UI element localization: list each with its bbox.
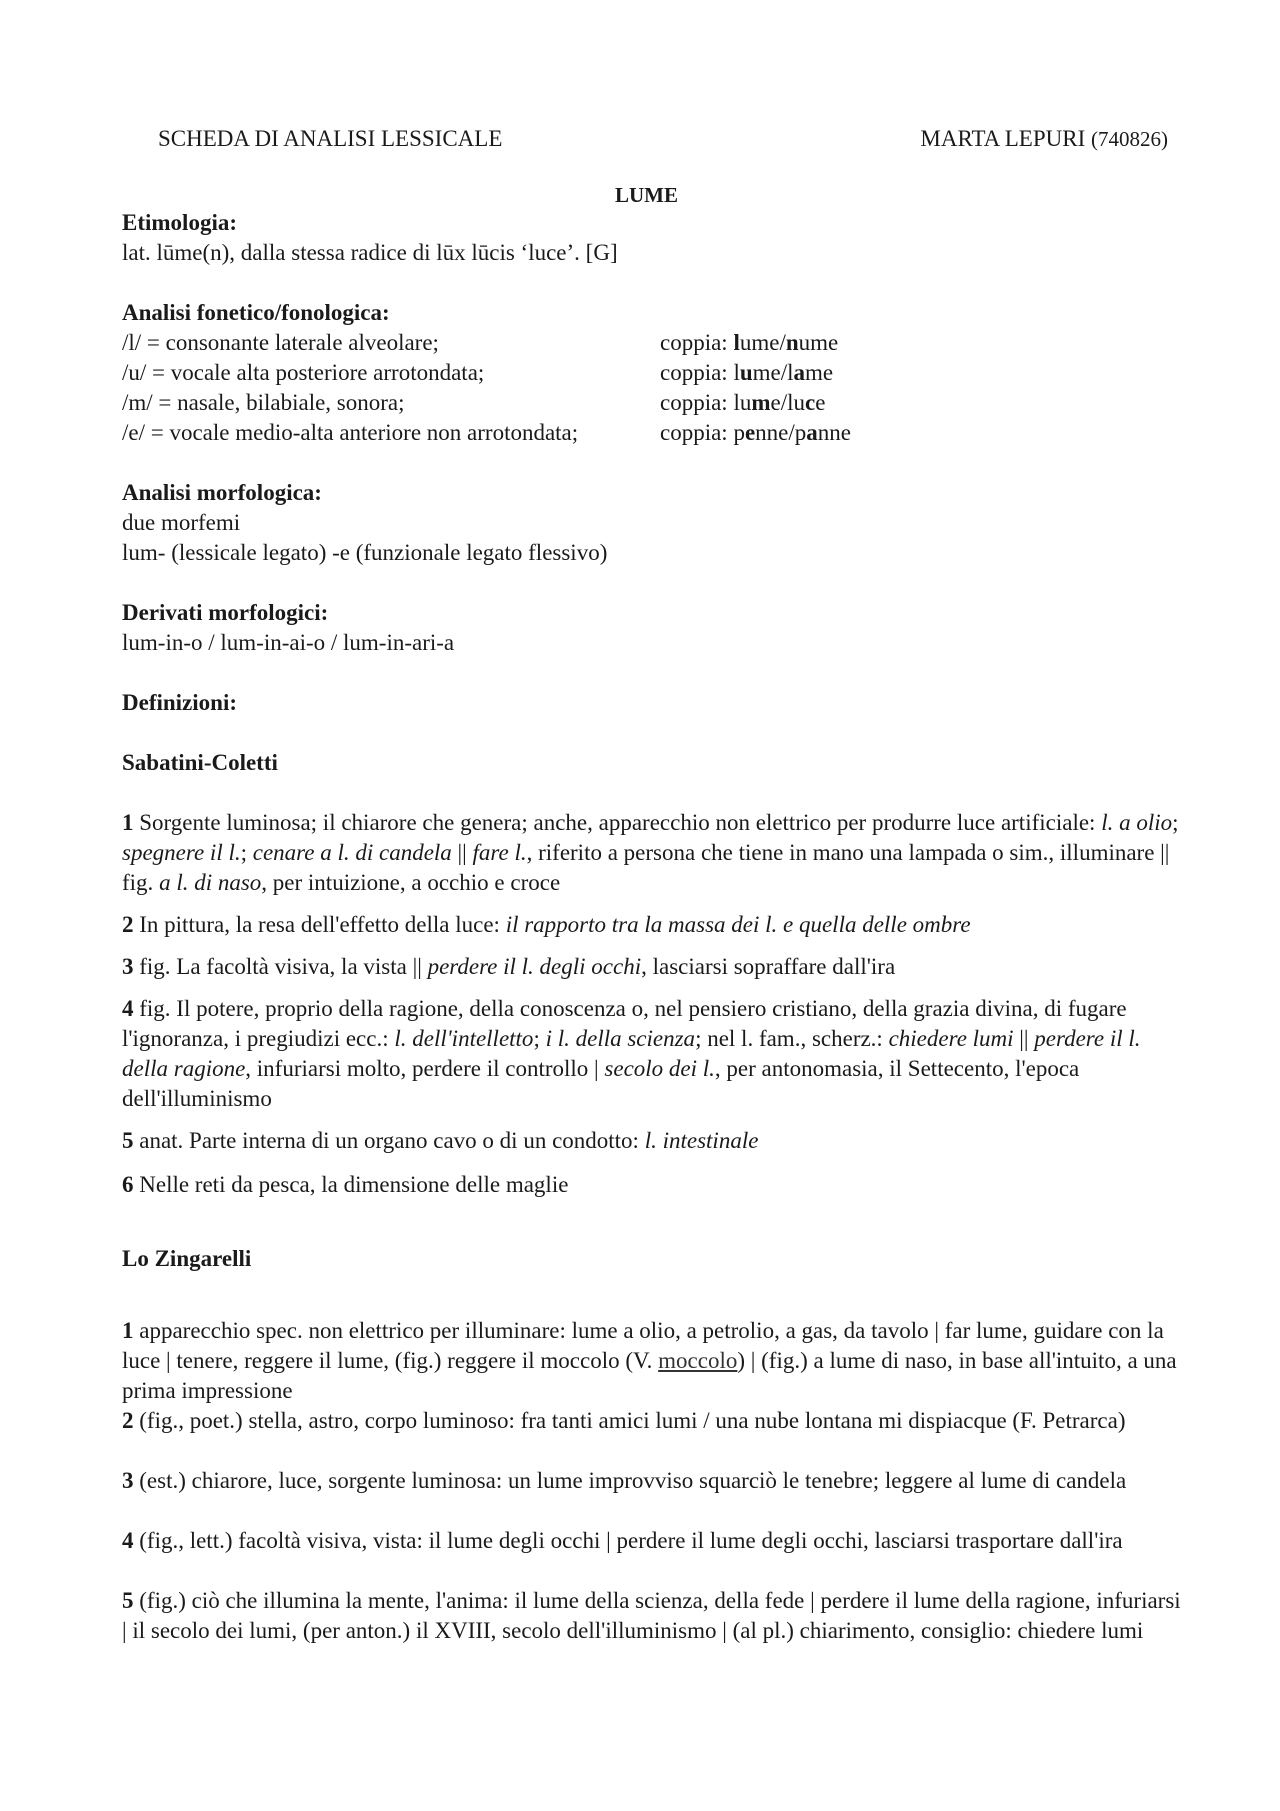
- phonetics-heading: Analisi fonetico/fonologica:: [122, 300, 390, 325]
- etymology-heading: Etimologia:: [122, 210, 237, 235]
- morphology-section: [122, 478, 1182, 568]
- header-title: SCHEDA DI ANALISI LESSICALE: [158, 126, 503, 151]
- phoneme-desc: /u/ = vocale alta posteriore arrotondata;: [122, 360, 485, 385]
- derived-text: lum-in-o / lum-in-ai-o / lum-in-ari-a: [122, 630, 455, 655]
- derived-heading: Derivati morfologici:: [122, 600, 329, 625]
- definition-item: 6 Nelle reti da pesca, la dimensione delle maglie: [122, 1172, 569, 1197]
- zingarelli-heading: Lo Zingarelli: [122, 1246, 252, 1271]
- definition-item: 2 (fig., poet.) stella, astro, corpo luminoso: fra tanti amici lumi / una nube lontana mi dispiacque (F. Petrarca): [122, 1408, 1126, 1433]
- page-header: [158, 124, 1182, 154]
- definition-item: 3 fig. La facoltà visiva, la vista || perdere il l. degli occhi, lasciarsi sopraffare dall'ira: [122, 954, 896, 979]
- phoneme-row: [122, 388, 1182, 418]
- definition-item: 1 apparecchio spec. non elettrico per illuminare: lume a olio, a petrolio, a gas, da tavolo | far lume, guidare con la luce | tenere, reggere il lume, (fig.) reggere il moccolo (V. moccolo) | (fig.) a lume di naso, in base all'intuito, a una prima impressione: [122, 1318, 1177, 1403]
- header-author: MARTA LEPURI (740826): [920, 126, 1168, 151]
- phoneme-row: [122, 328, 1182, 358]
- phoneme-desc: /e/ = vocale medio-alta anteriore non arrotondata;: [122, 420, 579, 445]
- phoneme-row: [122, 358, 1182, 388]
- phonetics-section: [122, 298, 1182, 448]
- phoneme-row: [122, 418, 1182, 448]
- moccolo-link[interactable]: moccolo: [658, 1348, 738, 1373]
- definition-item: 5 anat. Parte interna di un organo cavo o di un condotto: l. intestinale: [122, 1128, 759, 1153]
- etymology-section: [122, 208, 1182, 268]
- definitions-heading: Definizioni:: [122, 690, 237, 715]
- definition-item: 2 In pittura, la resa dell'effetto della luce: il rapporto tra la massa dei l. e quella delle ombre: [122, 912, 971, 937]
- phoneme-desc: /l/ = consonante laterale alveolare;: [122, 330, 439, 355]
- sabatini-heading: Sabatini-Coletti: [122, 750, 278, 775]
- morphology-heading: Analisi morfologica:: [122, 480, 322, 505]
- phoneme-desc: /m/ = nasale, bilabiale, sonora;: [122, 390, 405, 415]
- definition-item: 4 (fig., lett.) facoltà visiva, vista: il lume degli occhi | perdere il lume degli occhi, lasciarsi trasportare dall'ira: [122, 1528, 1123, 1553]
- definition-item: 3 (est.) chiarore, luce, sorgente luminosa: un lume improvviso squarciò le tenebre; leggere al lume di candela: [122, 1468, 1127, 1493]
- minimal-pair: coppia: lume/lame: [660, 360, 834, 385]
- document-title: LUME: [615, 183, 678, 207]
- minimal-pair: coppia: lume/luce: [660, 390, 826, 415]
- definition-item: 1 Sorgente luminosa; il chiarore che genera; anche, apparecchio non elettrico per produrre luce artificiale: l. a olio; spegnere il l.; cenare a l. di candela || fare l., riferito a persona che tiene in mano una lampada o sim., illuminare || fig. a l. di naso, per intuizione, a occhio e croce: [122, 810, 1179, 895]
- minimal-pair: coppia: lume/nume: [660, 330, 839, 355]
- student-id: (740826): [1091, 127, 1168, 151]
- definition-item: 4 fig. Il potere, proprio della ragione, della conoscenza o, nel pensiero cristiano, della grazia divina, di fugare l'ignoranza, i pregiudizi ecc.: l. dell'intelletto; i l. della scienza; nel l. fam., scherz.: chiedere lumi || perdere il l. della ragione, infuriarsi molto, perdere il controllo | secolo dei l., per antonomasia, il Settecento, l'epoca dell'illuminismo: [122, 996, 1141, 1111]
- definition-item: 5 (fig.) ciò che illumina la mente, l'anima: il lume della scienza, della fede | perdere il lume della ragione, infuriarsi | il secolo dei lumi, (per anton.) il XVIII, secolo dell'illuminismo | (al pl.) chiarimento, consiglio: chiedere lumi: [122, 1588, 1181, 1643]
- derived-section: [122, 598, 1182, 658]
- etymology-text: lat. lūme(n), dalla stessa radice di lūx lūcis ‘luce’. [G]: [122, 240, 618, 265]
- morphology-line: due morfemi: [122, 510, 241, 535]
- morphology-line: lum- (lessicale legato) -e (funzionale legato flessivo): [122, 540, 608, 565]
- minimal-pair: coppia: penne/panne: [660, 420, 851, 445]
